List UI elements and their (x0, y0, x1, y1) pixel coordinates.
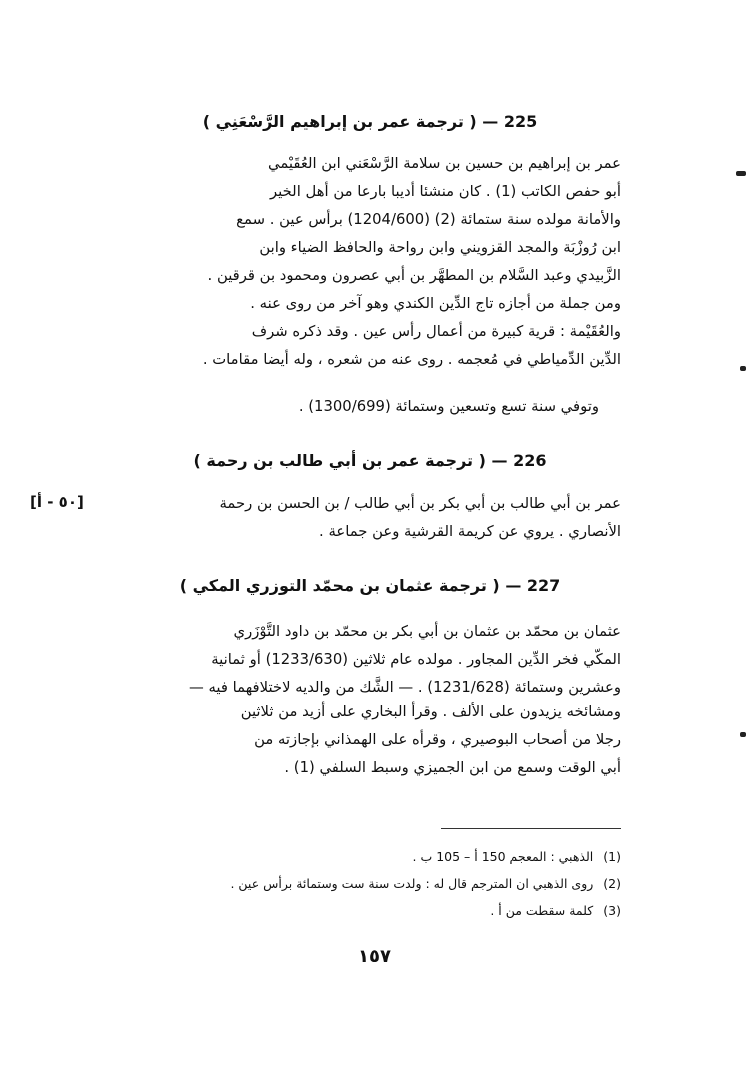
text-line: وعشرين وستمائة (1231/628) . — الشَّك من والديه لاختلافهما فيه — (189, 679, 621, 696)
footnote-item (121, 897, 621, 924)
text-line: المكّي فخر الدِّين المجاور . مولده عام ثلاثين (1233/630) أو ثمانية (211, 651, 621, 668)
manuscript-folio-marker: [٥٠ - أ] (30, 493, 84, 511)
footnote-number: (3) (603, 903, 621, 918)
entry-body-227 (121, 618, 621, 702)
entry-body-225 (121, 150, 621, 374)
page-number: ١٥٧ (358, 946, 391, 967)
footnote-text: روى الذهبي ان المترجم قال له : ولدت سنة ست وستمائة برأس عين . (230, 876, 594, 891)
footnote-number: (1) (603, 849, 621, 864)
entry-body-226 (121, 490, 621, 546)
entry-heading-226: 226 — ( ترجمة عمر بن أبي طالب بن رحمة ) (193, 451, 547, 470)
footnote-text: الذهبي : المعجم 150 أ – 105 ب . (412, 849, 594, 864)
entry-body-227-continued (121, 698, 621, 782)
text-line: الأنصاري . يروي عن كريمة القرشية وعن جماعة . (319, 523, 621, 540)
text-line: رجلا من أصحاب البوصيري ، وقرأه على الهمذاني بإجازته من (254, 731, 621, 748)
entry-heading-227: 227 — ( ترجمة عثمان بن محمّد التوزري المكي ) (179, 576, 561, 595)
footnote-text: كلمة سقطت من أ . (490, 903, 594, 918)
text-line: والعُقَيْمة : قرية كبيرة من أعمال رأس عين . وقد ذكره شرف (251, 323, 621, 340)
text-line: عمر بن أبي طالب بن أبي بكر بن أبي طالب / بن الحسن بن رحمة (219, 495, 621, 512)
footnotes (121, 843, 621, 924)
entry-heading-225: 225 — ( ترجمة عمر بن إبراهيم الرَّسْعَنِي ) (202, 112, 538, 131)
footnote-item (121, 870, 621, 897)
text-line: ابن رُوزْبَة والمجد القزويني وابن رواحة والحافظ الضياء وابن (259, 239, 621, 256)
text-line: والأمانة مولده سنة ستمائة (2) (1204/600) برأس عين . سمع (236, 211, 621, 228)
text-line: ومشائخه يزيدون على الألف . وقرأ البخاري على أزيد من ثلاثين (240, 703, 621, 720)
text-line: ومن جملة من أجازه تاج الدِّين الكندي وهو آخر من روى عنه . (250, 295, 621, 312)
footnote-divider (441, 828, 621, 829)
text-line: عمر بن إبراهيم بن حسين بن سلامة الرَّسْعَني ابن العُقَيْمي (267, 155, 621, 172)
entry-death-225 (119, 393, 599, 421)
text-line: الزَّبيدي وعبد السَّلام بن المطهَّر بن أبي عصرون ومحمود بن قرقين . (207, 267, 621, 284)
footnote-number: (2) (603, 876, 621, 891)
scan-edge-mark (740, 366, 746, 371)
text-line: عثمان بن محمّد بن عثمان بن أبي بكر بن محمّد بن داود التَّوْزَري (233, 623, 621, 640)
text-line: أبي الوقت وسمع من ابن الجميزي وسبط السلفي (1) . (284, 759, 621, 776)
text-line: وتوفي سنة تسع وتسعين وستمائة (1300/699) . (298, 398, 599, 415)
text-line: الدِّين الدِّمياطي في مُعجمه . روى عنه من شعره ، وله أيضا مقامات . (202, 351, 621, 368)
text-line: أبو حفص الكاتب (1) . كان منشئا أديبا بارعا من أهل الخير (270, 183, 621, 200)
scan-edge-mark (736, 171, 746, 176)
footnote-item (121, 843, 621, 870)
scan-edge-mark (740, 732, 746, 737)
